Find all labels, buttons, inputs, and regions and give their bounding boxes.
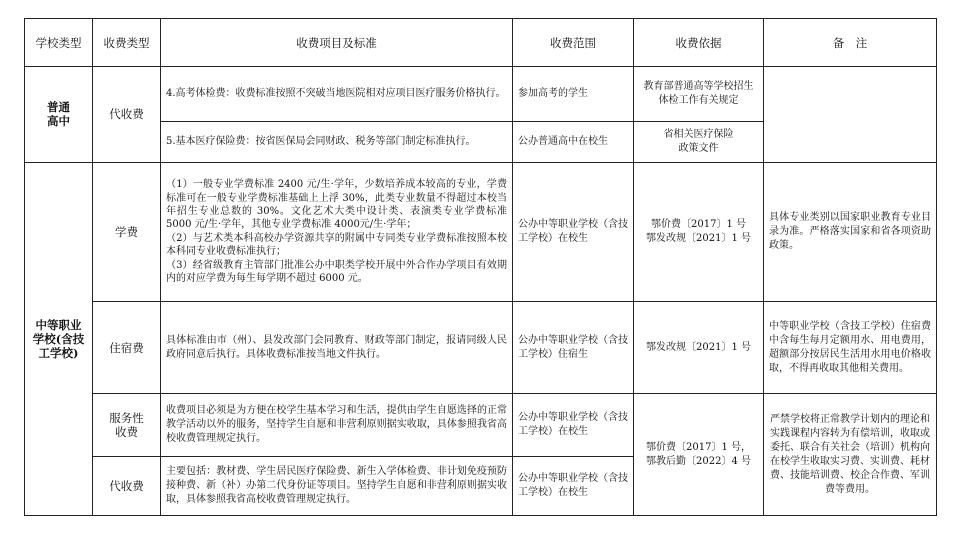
scope-medical-insurance: 公办普通高中在校生	[513, 122, 634, 162]
remark-lodging: 中等职业学校（含技工学校）住宿费中含每生每月定额用水、用电费用，超额部分按居民生活用水用电价格收取，不得再收取其他相关费用。	[764, 302, 937, 394]
item-tuition: （1）一般专业学费标准 2400 元/生·学年，少数培养成本较高的专业，学费标准可在一般专业学费标准基础上上浮 30%，此类专业数量不得超过本校当年招生专业总数的 30%。文化艺术大类中设计类、表演类专业学费标准 5000 元/生·学年，其他专业学费标准 4000元/生·学年； （2）与艺术类本科高校办学资源共享的附属中专同类专业学费标准按照本校本科同专业收费标准执行； （3）经省级教育主管部门批准公办中职类学校开展中外合作办学项目有效期内的对应学费为每生每学期不超过 6000 元。	[161, 162, 513, 302]
school-type-vocational: 中等职业 学校(含技 工学校)	[25, 162, 93, 515]
school-type-general-high: 普通 高中	[25, 67, 93, 162]
header-remark: 备 注	[764, 19, 937, 67]
fee-type-agency-high: 代收费	[93, 67, 161, 162]
header-basis: 收费依据	[634, 19, 764, 67]
fee-type-agency-vocational: 代收费	[93, 456, 161, 515]
remark-general-high	[764, 67, 937, 162]
fee-standard-table	[24, 18, 937, 516]
fee-type-tuition: 学费	[93, 162, 161, 302]
header-scope: 收费范围	[513, 19, 634, 67]
table-row	[25, 162, 937, 302]
scope-service: 公办中等职业学校（含技工学校）在校生	[513, 394, 634, 456]
basis-medical-insurance: 省相关医疗保险 政策文件	[634, 122, 764, 162]
scope-agency: 公办中等职业学校（含技工学校）在校生	[513, 456, 634, 515]
item-lodging: 具体标准由市（州）、县发改部门会同教育、财政等部门制定，报请同级人民政府同意后执行。具体收费标准按当地文件执行。	[161, 302, 513, 394]
remark-tuition: 具体专业类别以国家职业教育专业目录为准。严格落实国家和省各项资助政策。	[764, 162, 937, 302]
fee-type-lodging: 住宿费	[93, 302, 161, 394]
item-exam-fee: 4.高考体检费：收费标准按照不突破当地医院相对应项目医疗服务价格执行。	[161, 67, 513, 122]
table-row	[25, 302, 937, 394]
fee-type-service: 服务性 收费	[93, 394, 161, 456]
table-row	[25, 67, 937, 122]
header-row	[25, 19, 937, 67]
scope-tuition: 公办中等职业学校（含技工学校）在校生	[513, 162, 634, 302]
basis-service-agency: 鄂价费〔2017〕1 号， 鄂教后勤〔2022〕4 号	[634, 394, 764, 516]
basis-tuition: 鄂价费〔2017〕1 号 鄂发改规〔2021〕1 号	[634, 162, 764, 302]
scope-lodging: 公办中等职业学校（含技工学校）住宿生	[513, 302, 634, 394]
header-items: 收费项目及标准	[161, 19, 513, 67]
header-school-type: 学校类型	[25, 19, 93, 67]
basis-lodging: 鄂发改规〔2021〕1 号	[634, 302, 764, 394]
basis-exam-fee: 教育部普通高等学校招生体检工作有关规定	[634, 67, 764, 122]
item-service: 收费项目必须是为方便在校学生基本学习和生活，提供由学生自愿选择的正常教学活动以外的服务，坚持学生自愿和非营利原则据实收取，具体参照我省高校收费管理规定执行。	[161, 394, 513, 456]
scope-exam-fee: 参加高考的学生	[513, 67, 634, 122]
remark-service-agency: 严禁学校将正常教学计划内的理论和实践课程内容转为有偿培训，收取或委托、联合有关社会（培训）机构向在校学生收取实习费、实训费、耗材费、技能培训费、校企合作费、军训费等费用。	[764, 394, 937, 516]
table-row	[25, 394, 937, 456]
item-agency: 主要包括：教材费、学生居民医疗保险费、新生入学体检费、非计划免疫预防接种费、新（补）办第二代身份证等项目。坚持学生自愿和非营利原则据实收取，具体参照我省高校收费管理规定执行。	[161, 456, 513, 515]
item-medical-insurance: 5.基本医疗保险费：按省医保局会同财政、税务等部门制定标准执行。	[161, 122, 513, 162]
header-fee-type: 收费类型	[93, 19, 161, 67]
